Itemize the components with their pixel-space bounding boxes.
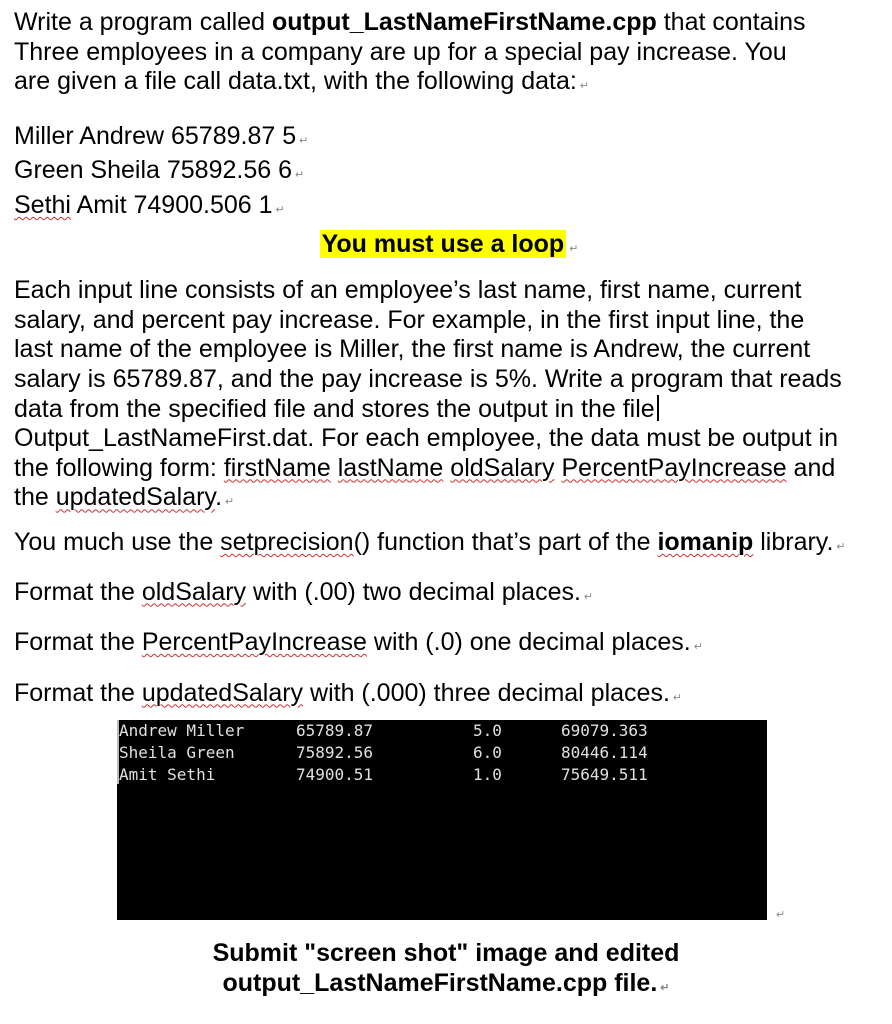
paragraph-mark-icon: ↵ bbox=[660, 982, 670, 994]
library-name: iomanip bbox=[657, 527, 754, 556]
text-cursor bbox=[657, 395, 659, 421]
intro-line-1: Write a program called output_LastNameFirstName.cpp that contains bbox=[14, 8, 806, 36]
format-percent: Format the PercentPayIncrease with (.0) one decimal places. ↵ bbox=[14, 628, 703, 657]
paragraph-mark-icon: ↵ bbox=[693, 641, 703, 654]
intro-line-2: Three employees in a company are up for a special pay increase. You bbox=[14, 37, 787, 66]
paragraph-mark-icon: ↵ bbox=[836, 540, 846, 553]
filename-bold: output_LastNameFirstName.cpp bbox=[271, 8, 657, 36]
paragraph-mark-icon: ↵ bbox=[672, 691, 683, 704]
loop-requirement bbox=[14, 230, 884, 265]
console-row: Andrew Miller 65789.87 5.0 69079.363 bbox=[119, 721, 648, 740]
setprecision-requirement: You much use the setprecision() function that’s part of the iomanip library. ↵ bbox=[14, 527, 846, 556]
intro-line-3: are given a file call data.txt, with the following data: ↵ bbox=[14, 67, 590, 96]
console-row: Amit Sethi 74900.51 1.0 75649.511 bbox=[119, 765, 648, 784]
paragraph-mark-icon: ↵ bbox=[776, 909, 786, 921]
console-scroll-edge bbox=[117, 720, 119, 784]
data-line-3: Sethi Amit 74900.506 1 ↵ bbox=[14, 190, 285, 219]
format-updated-salary: Format the updatedSalary with (.000) three decimal places. ↵ bbox=[14, 678, 683, 707]
paragraph-mark-icon: ↵ bbox=[225, 496, 235, 509]
format-old-salary: Format the oldSalary with (.00) two decimal places. ↵ bbox=[14, 577, 594, 606]
console-screenshot bbox=[117, 720, 767, 920]
console-row: Sheila Green 75892.56 6.0 80446.114 bbox=[119, 743, 648, 762]
paragraph-mark-icon: ↵ bbox=[299, 134, 309, 147]
paragraph-mark-icon: ↵ bbox=[579, 80, 590, 93]
paragraph-mark-icon: ↵ bbox=[583, 590, 594, 603]
highlighted-note: You must use a loop bbox=[321, 229, 565, 258]
spell-flagged-word: Sethi bbox=[14, 190, 71, 219]
document-body bbox=[14, 8, 884, 713]
submit-instructions: Submit "screen shot" image and edited output_LastNameFirstName.cpp file. ↵ bbox=[212, 939, 680, 997]
description-paragraph: Each input line consists of an employee’s last name, first name, current salary, and percent pay increase. For example, in the first input line, the last name of the employee is Miller, the first name is Andrew, the current salary is 65789.87, and the pay increase is 5%. Write a program that reads data from the specified file and stores the output in the file Output_LastNameFirst.dat. For each employee, the data must be output in the following form: firstName lastName oldSalary PercentPayIncrease and the updatedSalary. ↵ bbox=[14, 276, 842, 512]
paragraph-mark-icon: ↵ bbox=[295, 169, 305, 182]
data-line-1: Miller Andrew 65789.87 5 ↵ bbox=[14, 121, 309, 150]
data-line-2: Green Sheila 75892.56 6 ↵ bbox=[14, 156, 305, 185]
paragraph-mark-icon: ↵ bbox=[569, 242, 579, 255]
paragraph-mark-icon: ↵ bbox=[275, 203, 285, 216]
